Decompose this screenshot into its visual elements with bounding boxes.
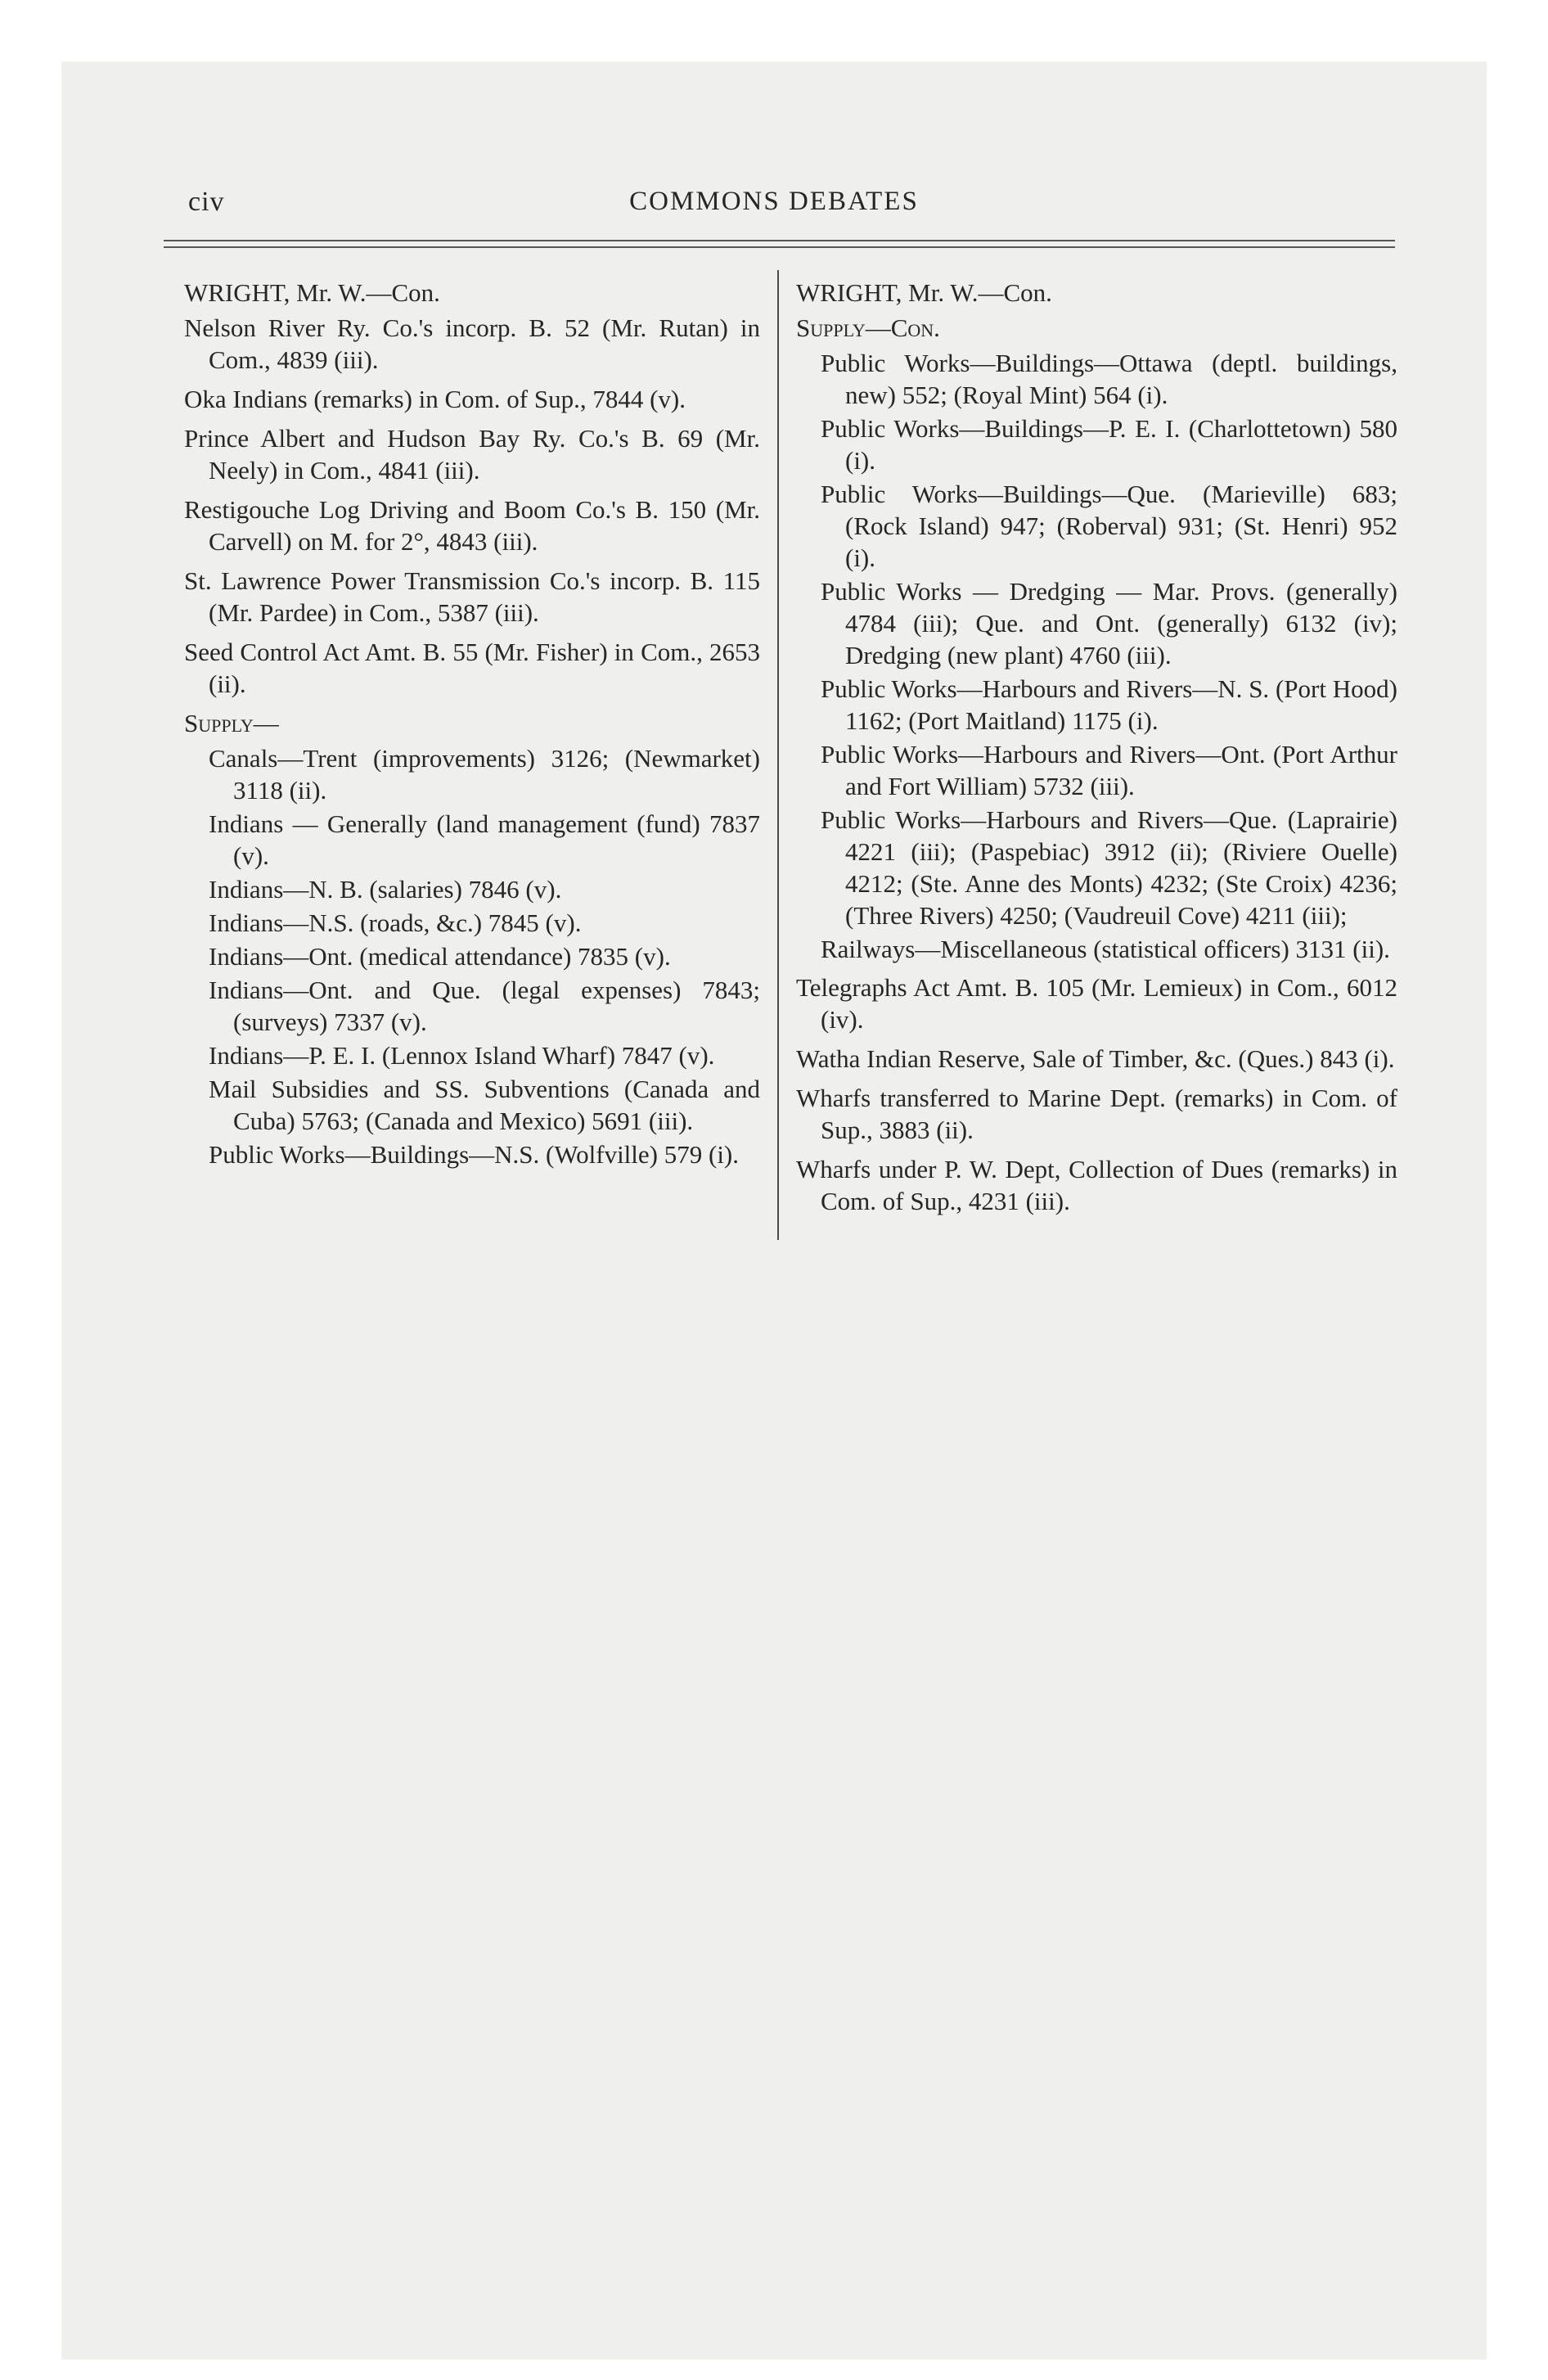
index-entry: Prince Albert and Hudson Bay Ry. Co.'s B. 69 (Mr. Neely) in Com., 4841 (iii). [184, 424, 760, 485]
page-number: civ [188, 187, 225, 217]
supply-item: Public Works—Harbours and Rivers—N. S. (Port Hood) 1162; (Port Maitland) 1175 (i). [821, 674, 1397, 735]
index-entry: Oka Indians (remarks) in Com. of Sup., 7844 (v). [184, 385, 686, 413]
supply-item: Railways—Miscellaneous (statistical officers) 3131 (ii). [821, 935, 1390, 963]
index-entry: Telegraphs Act Amt. B. 105 (Mr. Lemieux) in Com., 6012 (iv). [796, 973, 1397, 1034]
right-column [796, 277, 1397, 1224]
supply-item: Indians — Generally (land management (fund) 7837 (v). [209, 809, 760, 870]
supply-item: Public Works—Buildings—N.S. (Wolfville) 579 (i). [209, 1140, 740, 1169]
header-rule-top [164, 240, 1395, 241]
header-rule-bottom [164, 246, 1395, 248]
column-heading: WRIGHT, Mr. W.—Con. [796, 278, 1052, 307]
index-entry: St. Lawrence Power Transmission Co.'s incorp. B. 115 (Mr. Pardee) in Com., 5387 (iii). [184, 566, 760, 627]
supply-item: Indians—P. E. I. (Lennox Island Wharf) 7847 (v). [209, 1041, 715, 1070]
supply-item: Public Works—Buildings—Que. (Marieville) 683; (Rock Island) 947; (Roberval) 931; (St. Henri) 952 (i). [821, 480, 1397, 572]
left-column [184, 277, 760, 1172]
index-entry: Seed Control Act Amt. B. 55 (Mr. Fisher) in Com., 2653 (ii). [184, 638, 760, 698]
index-entry: Watha Indian Reserve, Sale of Timber, &c. (Ques.) 843 (i). [796, 1044, 1395, 1073]
supply-item: Public Works—Buildings—Ottawa (deptl. buildings, new) 552; (Royal Mint) 564 (i). [821, 349, 1397, 409]
index-entry: Nelson River Ry. Co.'s incorp. B. 52 (Mr. Rutan) in Com., 4839 (iii). [184, 313, 760, 374]
supply-item: Public Works—Harbours and Rivers—Que. (Laprairie) 4221 (iii); (Paspebiac) 3912 (ii); (Riviere Ouelle) 4212; (Ste. Anne des Monts) 4232; (Ste Croix) 4236; (Three Rivers) 4250; (Vaudreuil Cove) 4211 (iii); [821, 805, 1397, 930]
supply-item: Public Works—Buildings—P. E. I. (Charlottetown) 580 (i). [821, 414, 1397, 475]
supply-item: Public Works—Harbours and Rivers—Ont. (Port Arthur and Fort William) 5732 (iii). [821, 740, 1397, 800]
supply-item: Indians—N. B. (salaries) 7846 (v). [209, 875, 562, 904]
supply-item: Public Works — Dredging — Mar. Provs. (generally) 4784 (iii); Que. and Ont. (generally) 6132 (iv); Dredging (new plant) 4760 (iii). [821, 577, 1397, 669]
supply-heading: Supply— [184, 709, 279, 737]
supply-item: Mail Subsidies and SS. Subventions (Canada and Cuba) 5763; (Canada and Mexico) 5691 (iii). [209, 1075, 760, 1135]
index-entry: Wharfs under P. W. Dept, Collection of Dues (remarks) in Com. of Sup., 4231 (iii). [796, 1155, 1397, 1215]
supply-item: Indians—Ont. and Que. (legal expenses) 7843; (surveys) 7337 (v). [209, 976, 760, 1036]
supply-item: Canals—Trent (improvements) 3126; (Newmarket) 3118 (ii). [209, 744, 760, 805]
column-heading: WRIGHT, Mr. W.—Con. [184, 278, 440, 307]
supply-item: Indians—Ont. (medical attendance) 7835 (v). [209, 942, 671, 971]
column-divider [777, 270, 779, 1240]
index-entry: Restigouche Log Driving and Boom Co.'s B. 150 (Mr. Carvell) on M. for 2°, 4843 (iii). [184, 495, 760, 556]
index-entry: Wharfs transferred to Marine Dept. (remarks) in Com. of Sup., 3883 (ii). [796, 1084, 1397, 1144]
supply-item: Indians—N.S. (roads, &c.) 7845 (v). [209, 908, 582, 937]
supply-heading: Supply—Con. [796, 313, 940, 342]
page-title: COMMONS DEBATES [629, 187, 919, 216]
